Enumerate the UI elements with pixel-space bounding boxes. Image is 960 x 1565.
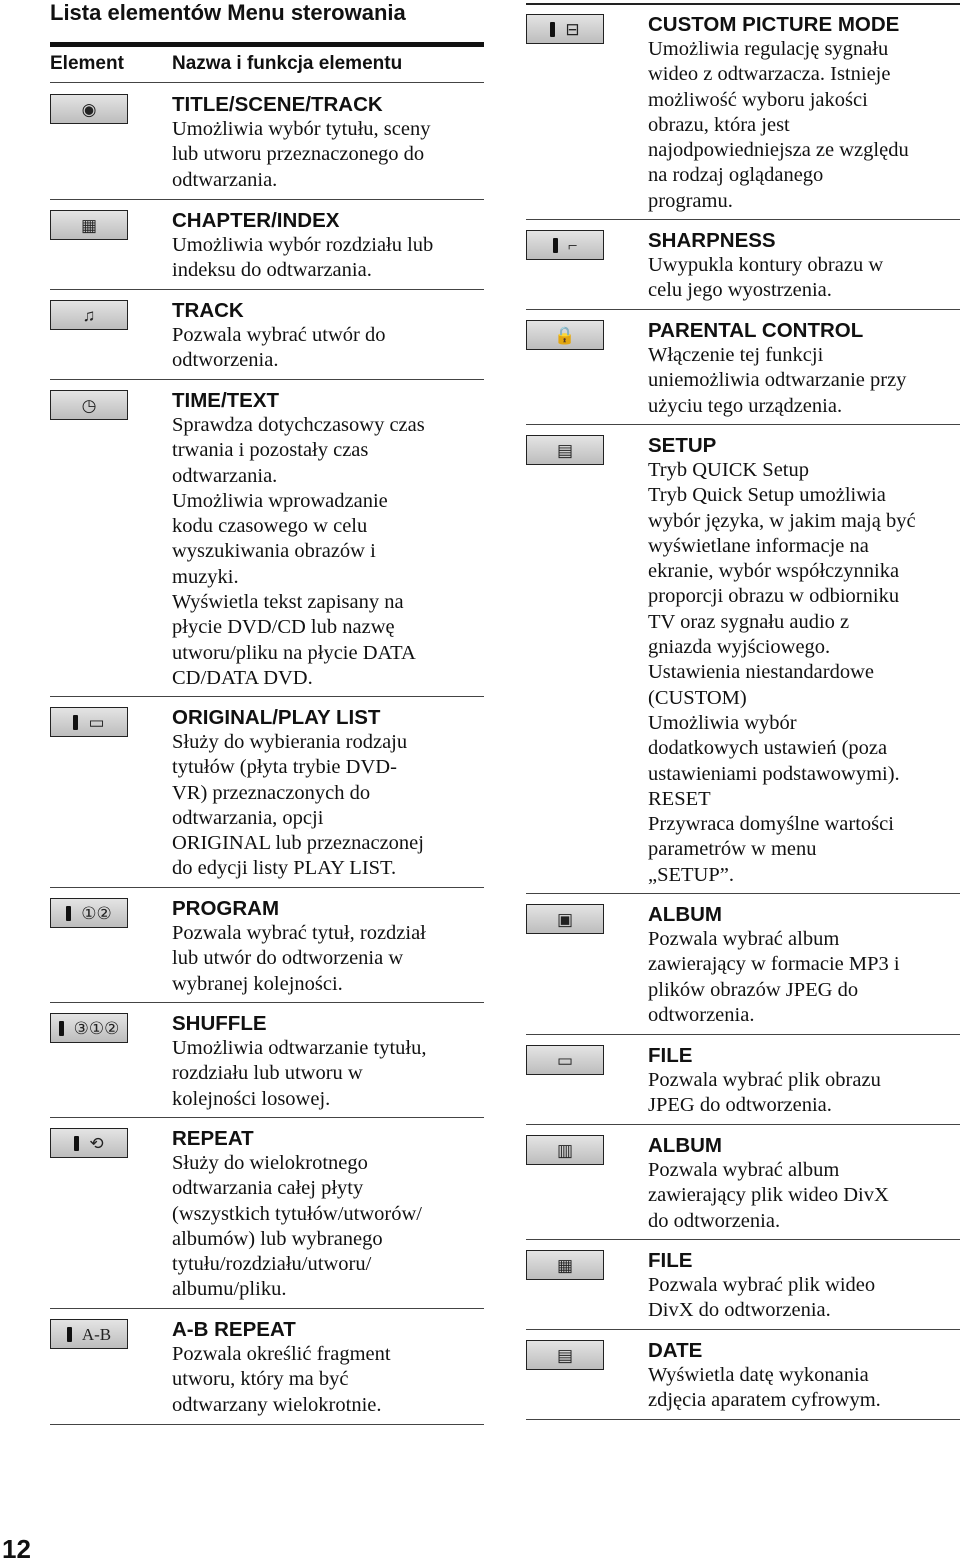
menu-entry bbox=[526, 310, 960, 425]
entry-title: PROGRAM bbox=[172, 897, 280, 920]
icon-glyph: ♫ bbox=[82, 305, 96, 325]
repeat-icon bbox=[50, 1128, 128, 1158]
entry-title: ALBUM bbox=[648, 1134, 723, 1157]
entry-description: Służy do wielokrotnego odtwarzania całej płyty (wszystkich tytułów/utworów/ albumów) lub wybranego tytułu/rozdziału/utworu/ albumu/pliku. bbox=[172, 1152, 422, 1301]
entry-description: Tryb QUICK Setup Tryb Quick Setup umożliwia wybór języka, w jakim mają być wyświetlane informacje na ekranie, wybór współczynnika proporcji obrazu w odbiorniku TV oraz sygnału audio z gniazda wyjściowego. Ustawienia niestandardowe (CUSTOM) Umożliwia wybór dodatkowych ustawień (poza ustawieniami podstawowymi). RESET Przywraca domyślne wartości parametrów w menu „SETUP”. bbox=[648, 459, 916, 886]
menu-entry bbox=[50, 888, 484, 1003]
entry-title: FILE bbox=[648, 1249, 693, 1272]
jpeg-file-icon bbox=[526, 1045, 604, 1075]
entry-text bbox=[648, 228, 960, 304]
entry-text bbox=[172, 388, 484, 691]
menu-entry bbox=[50, 697, 484, 888]
icon-glyph: ▦ bbox=[80, 215, 98, 235]
music-note-icon bbox=[50, 300, 128, 330]
menu-entry bbox=[50, 380, 484, 697]
entry-description: Umożliwia wybór rozdziału lub indeksu do odtwarzania. bbox=[172, 234, 434, 282]
clapperboard-icon bbox=[50, 210, 128, 240]
icon-glyph: ▤ bbox=[556, 440, 574, 460]
icon-glyph: ①② bbox=[81, 903, 112, 923]
menu-entry bbox=[526, 220, 960, 310]
menu-entry bbox=[526, 894, 960, 1035]
album-photo-icon bbox=[526, 904, 604, 934]
column-header-element: Element bbox=[50, 53, 124, 74]
icon-glyph: 🔒 bbox=[554, 325, 576, 345]
entry-description: Pozwala wybrać album zawierający w formacie MP3 i plików obrazów JPEG do odtworzenia. bbox=[648, 928, 900, 1026]
entry-title: CUSTOM PICTURE MODE bbox=[648, 13, 900, 36]
entry-description: Pozwala wybrać plik wideo DivX do odtworzenia. bbox=[648, 1274, 876, 1322]
entry-title: SETUP bbox=[648, 434, 717, 457]
column-header-name: Nazwa i funkcja elementu bbox=[172, 53, 403, 74]
icon-glyph: ③①② bbox=[73, 1018, 120, 1038]
toolbox-icon bbox=[526, 435, 604, 465]
entry-title: ALBUM bbox=[648, 903, 723, 926]
entry-text bbox=[648, 1043, 960, 1119]
entry-rule bbox=[50, 1424, 484, 1425]
entry-title: FILE bbox=[648, 1044, 693, 1067]
entry-text bbox=[648, 433, 960, 888]
entry-description: Sprawdza dotychczasowy czas trwania i pozostały czas odtwarzania. Umożliwia wprowadzanie kodu czasowego w celu wyszukiwania obrazów i muzyki. Wyświetla tekst zapisany na płycie DVD/CD lub nazwę utworu/pliku na płycie DATA CD/DATA DVD. bbox=[172, 414, 425, 689]
entry-text bbox=[648, 902, 960, 1028]
original-playlist-icon bbox=[50, 707, 128, 737]
entry-title: PARENTAL CONTROL bbox=[648, 319, 864, 342]
menu-entry bbox=[526, 1240, 960, 1330]
menu-entry bbox=[50, 1309, 484, 1425]
entry-title: TITLE/SCENE/TRACK bbox=[172, 93, 383, 116]
sharpness-icon bbox=[526, 230, 604, 260]
entry-title: REPEAT bbox=[172, 1127, 254, 1150]
icon-glyph: ⟲ bbox=[89, 1133, 104, 1153]
icon-glyph: ▤ bbox=[556, 1345, 574, 1365]
menu-entry bbox=[526, 1035, 960, 1125]
entry-title: SHUFFLE bbox=[172, 1012, 267, 1035]
selection-marker bbox=[66, 906, 71, 921]
film-strip-icon bbox=[526, 1250, 604, 1280]
menu-entry bbox=[50, 200, 484, 290]
icon-glyph: ⊟ bbox=[565, 19, 580, 39]
entry-title: SHARPNESS bbox=[648, 229, 776, 252]
header-rule bbox=[50, 82, 484, 83]
program-icon bbox=[50, 898, 128, 928]
entry-text bbox=[648, 1338, 960, 1414]
entry-description: Pozwala wybrać album zawierający plik wideo DivX do odtworzenia. bbox=[648, 1159, 889, 1232]
entry-description: Pozwala wybrać utwór do odtworzenia. bbox=[172, 324, 386, 372]
entry-text bbox=[172, 896, 484, 997]
icon-glyph: ▥ bbox=[556, 1140, 574, 1160]
icon-glyph: ⌐ bbox=[567, 235, 578, 255]
ab-repeat-icon bbox=[50, 1319, 128, 1349]
entry-description: Pozwala określić fragment utworu, który ma być odtwarzany wielokrotnie. bbox=[172, 1343, 391, 1416]
entry-description: Umożliwia wybór tytułu, sceny lub utworu przeznaczonego do odtwarzania. bbox=[172, 118, 431, 191]
entry-text bbox=[648, 12, 960, 214]
parental-lock-icon bbox=[526, 320, 604, 350]
menu-entry bbox=[526, 4, 960, 220]
entry-text bbox=[648, 1248, 960, 1324]
section-title: Lista elementów Menu sterowania bbox=[50, 0, 406, 25]
icon-glyph: ▣ bbox=[556, 909, 574, 929]
entry-title: CHAPTER/INDEX bbox=[172, 209, 340, 232]
selection-marker bbox=[550, 22, 555, 37]
menu-entry bbox=[526, 1330, 960, 1420]
icon-glyph: ▭ bbox=[88, 712, 105, 732]
selection-marker bbox=[59, 1021, 64, 1036]
entry-text bbox=[172, 705, 484, 882]
icon-glyph: ▭ bbox=[556, 1050, 574, 1070]
entry-description: Umożliwia odtwarzanie tytułu, rozdziału lub utworu w kolejności losowej. bbox=[172, 1037, 427, 1110]
entry-title: ORIGINAL/PLAY LIST bbox=[172, 706, 381, 729]
entry-title: A-B REPEAT bbox=[172, 1318, 296, 1341]
entry-text bbox=[172, 298, 484, 374]
menu-entry bbox=[50, 84, 484, 200]
entry-description: Włączenie tej funkcji uniemożliwia odtwarzanie przy użyciu tego urządzenia. bbox=[648, 344, 907, 417]
title-rule bbox=[50, 42, 484, 47]
menu-entry bbox=[50, 1118, 484, 1309]
date-icon bbox=[526, 1340, 604, 1370]
clock-text-icon bbox=[50, 390, 128, 420]
entry-description: Uwypukla kontury obrazu w celu jego wyostrzenia. bbox=[648, 254, 884, 302]
icon-glyph: ◷ bbox=[81, 395, 97, 415]
page-number: 12 bbox=[2, 1534, 31, 1564]
menu-entry bbox=[50, 290, 484, 380]
entry-text bbox=[172, 208, 484, 284]
entry-text bbox=[172, 1011, 484, 1112]
entry-description: Umożliwia regulację sygnału wideo z odtwarzacza. Istnieje możliwość wyboru jakości obrazu, która jest najodpowiedniejsza ze względu na rodzaj oglądanego programu. bbox=[648, 38, 909, 212]
entry-text bbox=[648, 318, 960, 419]
entry-rule bbox=[526, 1419, 960, 1420]
selection-marker bbox=[73, 715, 78, 730]
menu-entry bbox=[526, 425, 960, 894]
selection-marker bbox=[74, 1136, 79, 1151]
entry-description: Pozwala wybrać tytuł, rozdział lub utwór do odtworzenia w wybranej kolejności. bbox=[172, 922, 426, 995]
entry-description: Służy do wybierania rodzaju tytułów (płyta trybie DVD- VR) przeznaczonych do odtwarzania, opcji ORIGINAL lub przeznaczonej do edycji listy PLAY LIST. bbox=[172, 731, 424, 880]
selection-marker bbox=[67, 1327, 72, 1342]
selection-marker bbox=[553, 238, 558, 253]
entry-text bbox=[172, 1126, 484, 1303]
disc-icon bbox=[50, 94, 128, 124]
icon-glyph: ▦ bbox=[556, 1255, 574, 1275]
menu-entry bbox=[526, 1125, 960, 1240]
icon-glyph: A-B bbox=[81, 1324, 112, 1344]
menu-entry bbox=[50, 1003, 484, 1118]
entry-text bbox=[172, 1317, 484, 1418]
icon-glyph: ◉ bbox=[81, 99, 97, 119]
entry-text bbox=[172, 92, 484, 193]
custom-picture-icon bbox=[526, 14, 604, 44]
entry-description: Wyświetla datę wykonania zdjęcia aparatem cyfrowym. bbox=[648, 1364, 881, 1412]
entry-text bbox=[648, 1133, 960, 1234]
video-album-icon bbox=[526, 1135, 604, 1165]
entry-title: DATE bbox=[648, 1339, 703, 1362]
entry-title: TIME/TEXT bbox=[172, 389, 280, 412]
shuffle-icon bbox=[50, 1013, 128, 1043]
entry-description: Pozwala wybrać plik obrazu JPEG do odtworzenia. bbox=[648, 1069, 881, 1117]
entry-title: TRACK bbox=[172, 299, 244, 322]
